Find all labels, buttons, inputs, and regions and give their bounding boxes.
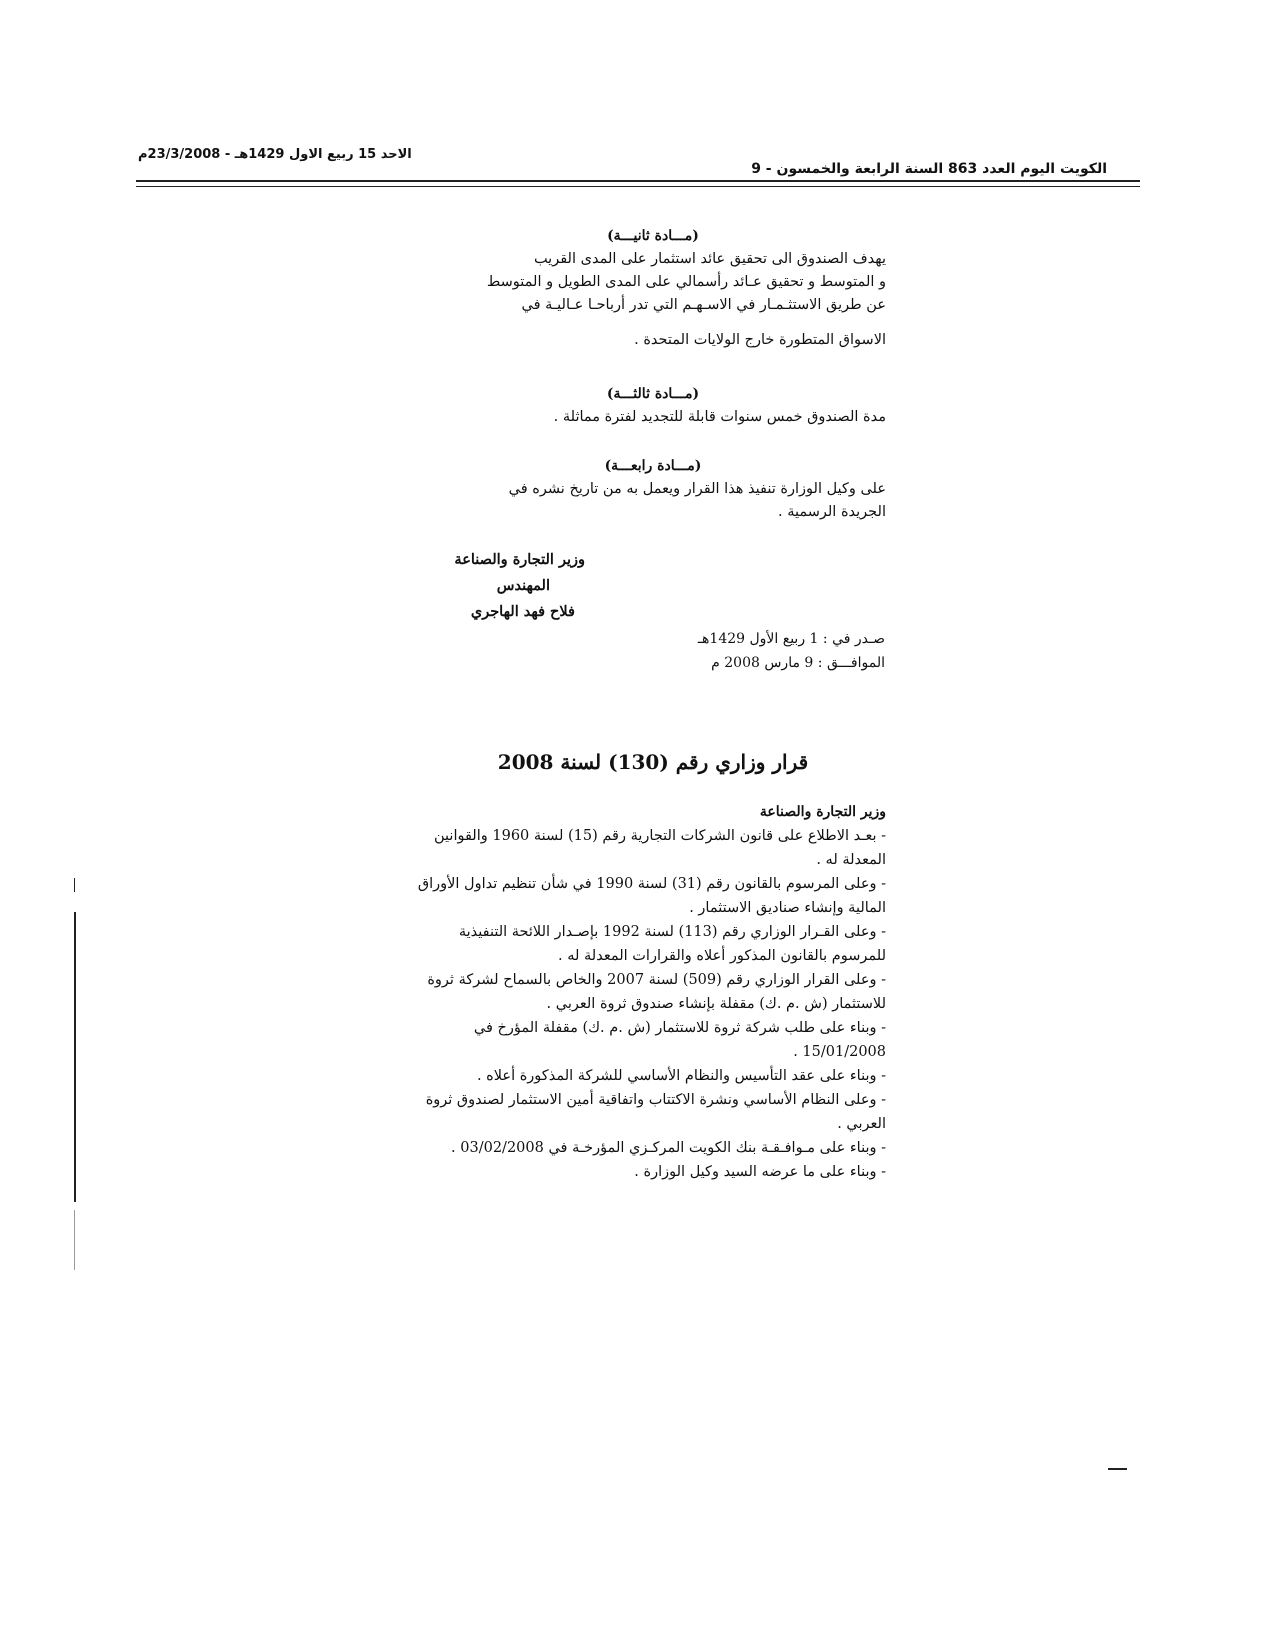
gazette-date-header: الاحد 15 ربيع الاول 1429هـ - 23/3/2008م: [138, 147, 412, 162]
article-two: [420, 225, 886, 352]
preamble-item: - وبناء على عقد التأسيس والنظام الأساسي للشركة المذكورة أعلاه .: [476, 1068, 886, 1084]
decision-title: قرار وزاري رقم (130) لسنة 2008: [497, 750, 809, 774]
scan-edge-mark: [1108, 1468, 1127, 1470]
scan-margin-mark: [74, 1210, 75, 1270]
preamble-item: - وبناء على مـوافـقـة بنك الكويت المركـزي المؤرخـة في 03/02/2008 .: [451, 1140, 886, 1156]
signature-rank: المهندس: [496, 577, 550, 594]
article-line: على وكيل الوزارة تنفيذ هذا القرار ويعمل به من تاريخ نشره في: [508, 481, 886, 497]
article-line: الاسواق المتطورة خارج الولايات المتحدة .: [634, 332, 886, 348]
article-heading: (مـــادة ثالثـــة): [606, 386, 700, 402]
preamble-item: - وعلى النظام الأساسي ونشرة الاكتتاب واتفاقية أمين الاستثمار لصندوق ثروة العربي .: [425, 1092, 886, 1132]
issued-gregorian: الموافـــق : 9 مارس 2008 م: [711, 655, 885, 671]
decision-issuer: وزير التجارة والصناعة: [759, 804, 886, 820]
preamble-item: - وعلى القرار الوزاري رقم (509) لسنة 2007 والخاص بالسماح لشركة ثروة للاستثمار (ش .م .ك) مقفلة بإنشاء صندوق ثروة العربي .: [427, 972, 886, 1012]
preamble-item: - بعـد الاطلاع على قانون الشركات التجارية رقم (15) لسنة 1960 والقوانين المعدلة له .: [434, 828, 886, 868]
preamble-item: - وبناء على طلب شركة ثروة للاستثمار (ش .م .ك) مقفلة المؤرخ في 15/01/2008 .: [473, 1020, 886, 1060]
signature-title: وزير التجارة والصناعة: [454, 551, 585, 568]
article-line: الجريدة الرسمية .: [777, 504, 886, 520]
article-three: [420, 383, 886, 429]
signature-name: فلاح فهد الهاجري: [470, 603, 575, 620]
article-heading: (مـــادة رابعـــة): [604, 458, 702, 474]
header-rule-bottom: [136, 186, 1140, 187]
article-line: مدة الصندوق خمس سنوات قابلة للتجديد لفترة مماثلة .: [553, 409, 886, 425]
scan-margin-mark: [74, 878, 75, 892]
article-line: و المتوسط و تحقيق عـائد رأسمالي على المدى الطويل و المتوسط: [486, 274, 886, 290]
article-four: [420, 455, 886, 524]
preamble-item: - وعلى القـرار الوزاري رقم (113) لسنة 1992 بإصـدار اللائحة التنفيذية للمرسوم بالقانون المذكور أعلاه والقرارات المعدلة له .: [458, 924, 886, 964]
header-rule-top: [136, 180, 1140, 182]
gazette-issue-header: الكويت اليوم العدد 863 السنة الرابعة والخمسون - 9: [751, 161, 1107, 177]
issued-hijri: صـدر في : 1 ربيع الأول 1429هـ: [697, 631, 885, 647]
article-line: عن طريق الاستثـمـار في الاسـهـم التي تدر أرباحـا عـاليـة في: [521, 297, 886, 313]
preamble-item: - وعلى المرسوم بالقانون رقم (31) لسنة 1990 في شأن تنظيم تداول الأوراق المالية وإنشاء صناديق الاستثمار .: [417, 876, 886, 916]
preamble-item: - وبناء على ما عرضه السيد وكيل الوزارة .: [634, 1164, 886, 1180]
decision-preamble: [416, 800, 886, 1184]
article-heading: (مـــادة ثانيـــة): [607, 228, 699, 244]
scan-margin-line: [74, 912, 76, 1202]
article-line: يهدف الصندوق الى تحقيق عائد استثمار على المدى القريب: [533, 251, 886, 267]
